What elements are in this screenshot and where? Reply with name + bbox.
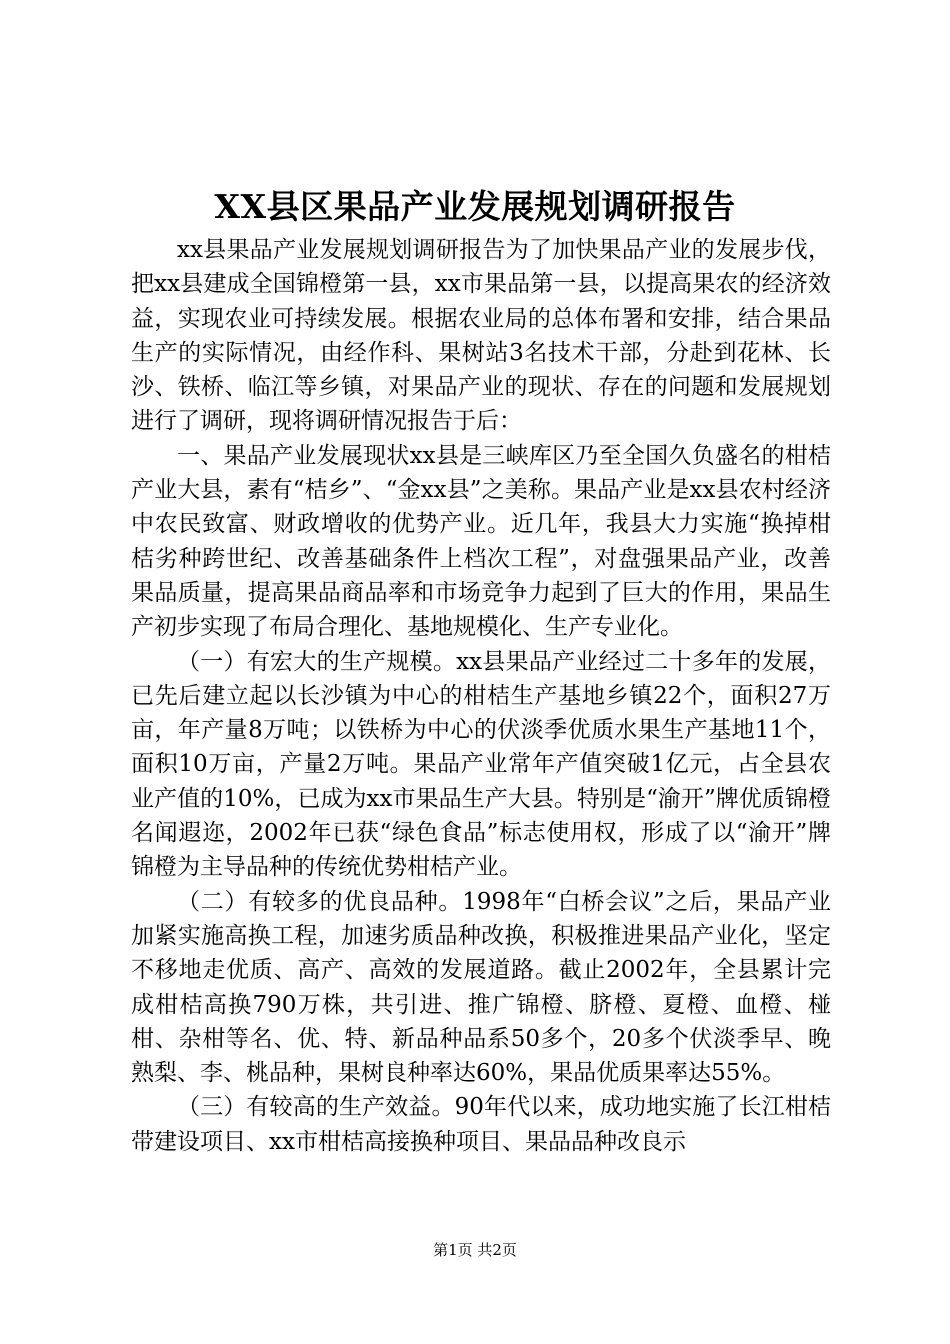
page-footer: 第1页 共2页 bbox=[433, 1241, 517, 1259]
document-title: XX县区果品产业发展规划调研报告 bbox=[214, 187, 736, 226]
paragraph-subsection-3: （三）有较高的生产效益。90年代以来，成功地实施了长江柑桔带建设项目、xx市柑桔高接换种项目、果品品种改良示 bbox=[131, 1094, 831, 1155]
paragraph-subsection-1: （一）有宏大的生产规模。xx县果品产业经过二十多年的发展，已先后建立起以长沙镇为中心的柑桔生产基地乡镇22个，面积27万亩，年产量8万吨；以铁桥为中心的伏淡季优质水果生产基地11个，面积10万亩，产量2万吨。果品产业常年产值突破1亿元，占全县农业产值的10%，已成为xx市果品生产大县。特别是“渝开”牌优质锦橙名闻遐迩，2002年已获“绿色食品”标志使用权，形成了以“渝开”牌锦橙为主导品种的传统优势柑桔产业。 bbox=[131, 648, 831, 881]
document-body bbox=[131, 233, 831, 1159]
paragraph-intro: xx县果品产业发展规划调研报告为了加快果品产业的发展步伐，把xx县建成全国锦橙第一县，xx市果品第一县，以提高果农的经济效益，实现农业可持续发展。根据农业局的总体布署和安排，结合果品生产的实际情况，由经作科、果树站3名技术干部，分赴到花林、长沙、铁桥、临江等乡镇，对果品产业的现状、存在的问题和发展规划进行了调研，现将调研情况报告于后： bbox=[131, 237, 831, 435]
paragraph-subsection-2: （二）有较多的优良品种。1998年“白桥会议”之后，果品产业加紧实施高换工程，加速劣质品种改换，积极推进果品产业化，坚定不移地走优质、高产、高效的发展道路。截止2002年，全县累计完成柑桔高换790万株，共引进、推广锦橙、脐橙、夏橙、血橙、椪柑、杂柑等名、优、特、新品种品系50多个，20多个伏淡季早、晚熟梨、李、桃品种，果树良种率达60%，果品优质果率达55%。 bbox=[131, 888, 831, 1087]
paragraph-section-1: 一、果品产业发展现状xx县是三峡库区乃至全国久负盛名的柑桔产业大县，素有“桔乡”、“金xx县”之美称。果品产业是xx县农村经济中农民致富、财政增收的优势产业。近几年，我县大力实施“换掉柑桔劣种跨世纪、改善基础条件上档次工程”，对盘强果品产业，改善果品质量，提高果品商品率和市场竞争力起到了巨大的作用，果品生产初步实现了布局合理化、基地规模化、生产专业化。 bbox=[131, 442, 831, 641]
